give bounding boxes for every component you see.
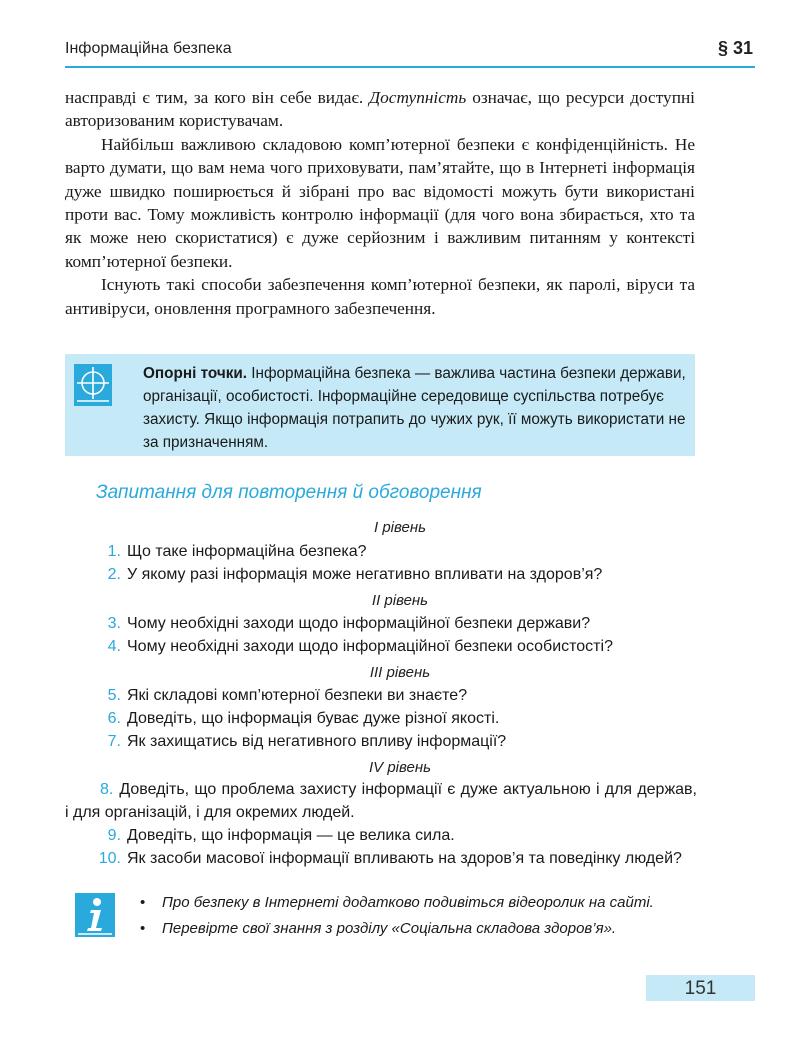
info-bullet-1	[140, 894, 654, 911]
paragraph-3: Існують такі способи забезпечення комп’ютерної безпеки, як паролі, віруси та антивіруси, оновлення програмного забезпечення.	[65, 275, 695, 318]
question-number: 2.	[107, 566, 121, 583]
question-text: Як засоби масової інформації впливають на здоров’я та поведінку людей?	[127, 850, 682, 867]
question-number: 1.	[107, 543, 121, 560]
question-5	[65, 684, 697, 707]
question-10	[65, 847, 697, 870]
question-number: 3.	[107, 615, 121, 632]
question-text: Як захищатись від негативного впливу інформації?	[127, 733, 507, 750]
question-text: Чому необхідні заходи щодо інформаційної безпеки держави?	[127, 615, 591, 632]
question-text: Чому необхідні заходи щодо інформаційної безпеки особистості?	[127, 638, 613, 655]
page-number-box	[646, 975, 755, 1001]
question-number: 9.	[107, 827, 121, 844]
question-number: 10.	[98, 850, 121, 867]
paragraph-1-end: означає, що ресурси доступні авторизованим користувачам.	[65, 88, 695, 131]
info-bullet-2	[140, 920, 616, 937]
section-number: § 31	[717, 38, 753, 58]
question-text: У якому разі інформація може негативно впливати на здоров’я?	[127, 566, 603, 583]
questions-heading: Запитання для повторення й обговорення	[96, 482, 482, 503]
info-bullet-text: Про безпеку в Інтернеті додатково подивіться відеоролик на сайті.	[162, 894, 654, 911]
question-2	[65, 563, 697, 586]
level-4-heading: ІV рівень	[369, 759, 431, 776]
page-number: 151	[684, 978, 717, 999]
bullet-dot: •	[140, 920, 146, 937]
question-number: 5.	[107, 687, 121, 704]
question-number: 6.	[107, 710, 121, 727]
target-icon	[74, 364, 112, 406]
question-8	[65, 778, 697, 824]
question-4	[65, 635, 697, 658]
info-bullet-text: Перевірте свої знання з розділу «Соціальна складова здоров’я».	[162, 920, 617, 937]
level-1-heading: І рівень	[374, 519, 426, 536]
question-1	[65, 540, 697, 563]
key-points-body: Інформаційна безпека — важлива частина безпеки держави, організації, особистості. Інформаційне середовище суспільства потребує захисту. Якщо інформація потрапить до чужих рук, її можуть використати не за призначенням.	[143, 365, 686, 451]
question-text: Доведіть, що інформація — це велика сила.	[127, 827, 455, 844]
chapter-title: Інформаційна безпека	[65, 40, 232, 57]
page-header	[65, 36, 755, 68]
level-2-heading: ІІ рівень	[371, 592, 429, 609]
bullet-dot: •	[140, 894, 146, 911]
question-3	[65, 612, 697, 635]
question-9	[65, 824, 697, 847]
question-number: 8.	[100, 781, 114, 798]
question-6	[65, 707, 697, 730]
key-points-label: Опорні точки.	[143, 365, 248, 382]
question-text: Що таке інформаційна безпека?	[127, 543, 367, 560]
term-availability: Доступність	[369, 88, 467, 107]
question-text: Доведіть, що інформація буває дуже різної якості.	[127, 710, 500, 727]
question-text: Доведіть, що проблема захисту інформації є дуже актуальною і для держав, і для організацій, і для окремих людей.	[65, 781, 697, 821]
paragraph-1-start: насправді є тим, за кого він себе видає.	[65, 88, 370, 107]
key-points-text	[143, 362, 688, 454]
question-text: Які складові комп’ютерної безпеки ви знаєте?	[127, 687, 468, 704]
question-7	[65, 730, 697, 753]
question-number: 4.	[107, 638, 121, 655]
paragraph-1	[65, 86, 695, 133]
info-icon	[75, 893, 115, 937]
paragraph-2: Найбільш важливою складовою комп’ютерної безпеки є конфіденційність. Не варто думати, що вам нема чого приховувати, пам’ятайте, що в Інтернеті інформація дуже швидко поширюється й зібрані про вас відомості можуть бути використані проти вас. Тому можливість контролю інформації (для чого вона збирається, хто та як може нею скористатися) є дуже серйозним і важливим питанням у контексті комп’ютерної безпеки.	[65, 134, 695, 271]
key-points-box	[65, 354, 695, 456]
level-3-heading: ІІІ рівень	[369, 664, 431, 681]
body-text	[65, 86, 695, 320]
question-number: 7.	[107, 733, 121, 750]
